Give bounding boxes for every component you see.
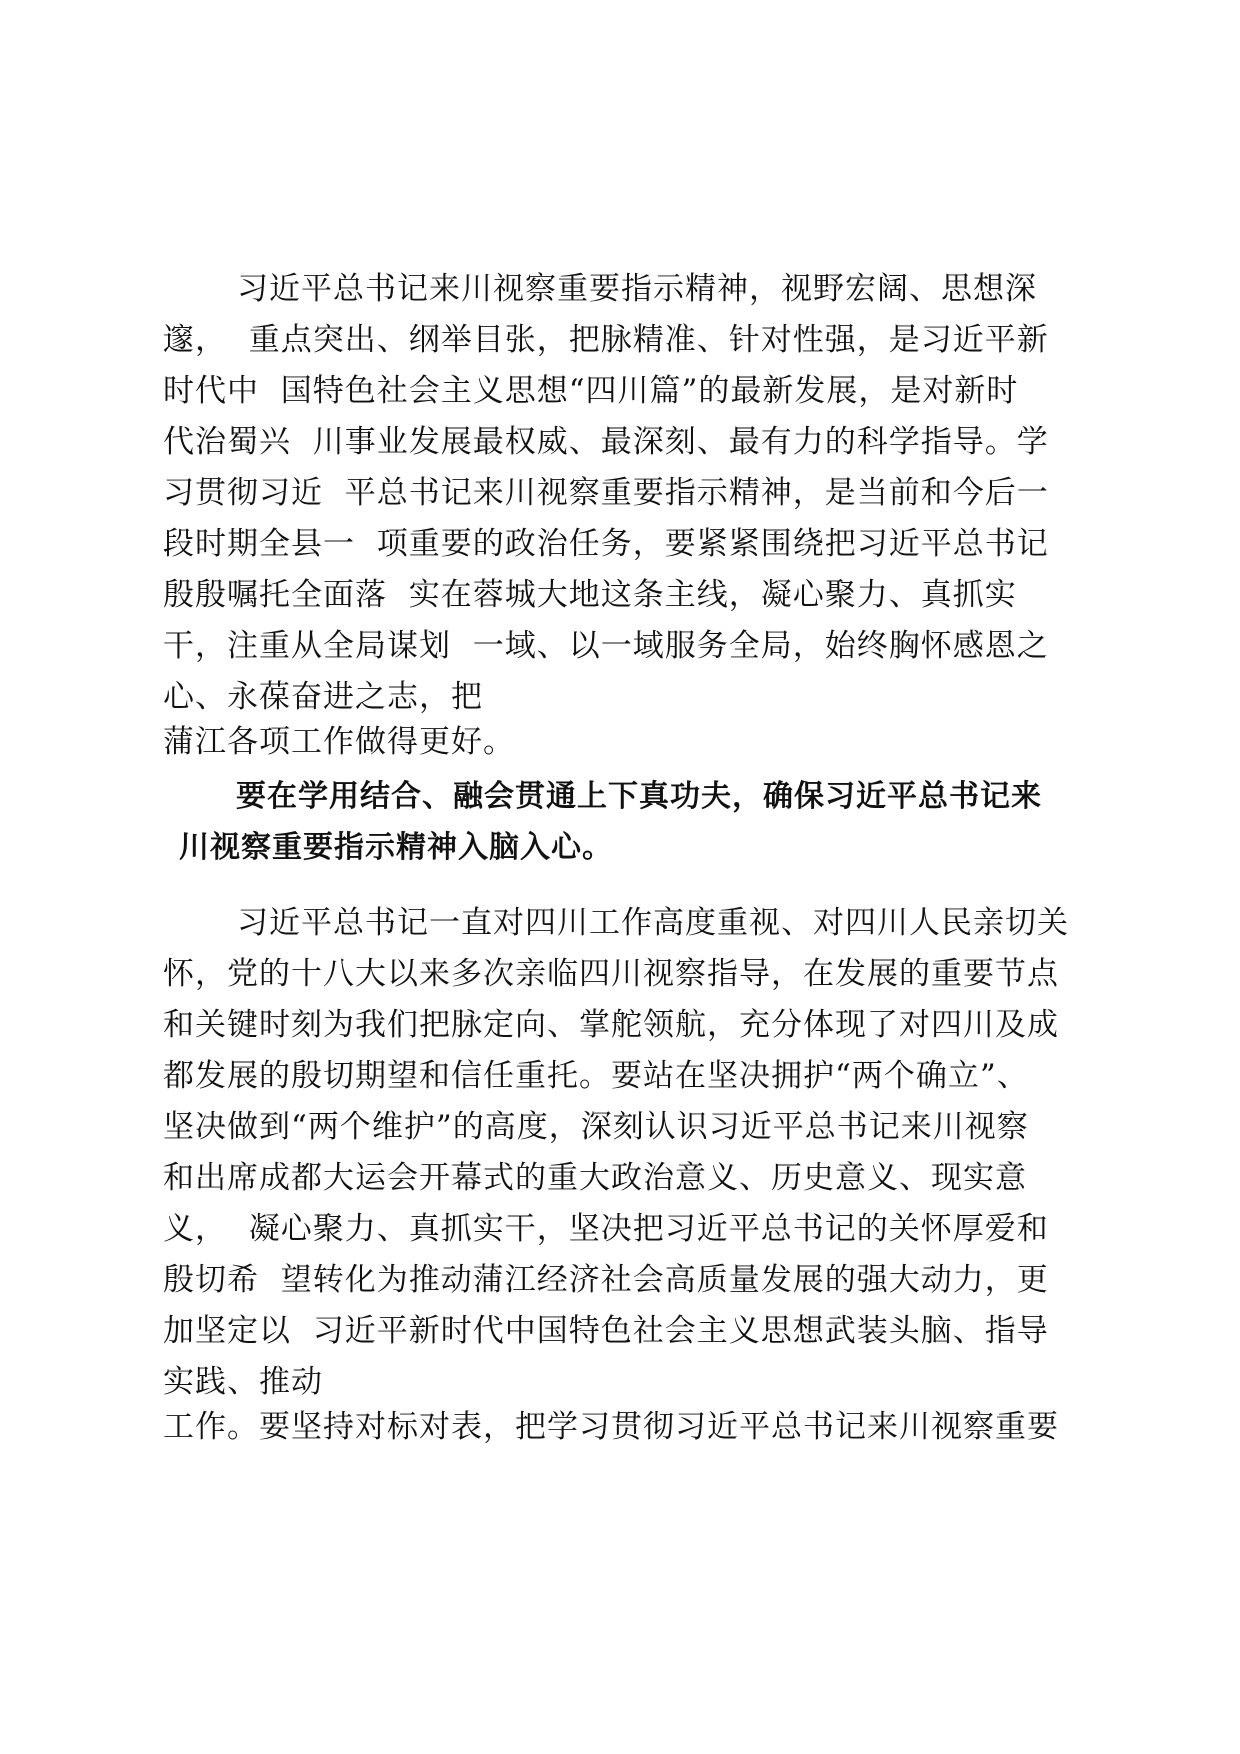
paragraph-2-line: 习近平总书记一直对四川工作高度重视、对四川人民亲切关 xyxy=(237,905,1069,941)
paragraph-1-line: 习近平总书记来川视察重要指示精神，视野宏阔、思想深 xyxy=(237,271,1037,307)
paragraph-1-line: 心、永葆奋进之志，把 xyxy=(163,679,483,715)
paragraph-1-line: 殷殷嘱托全面落 实在蓉城大地这条主线，凝心聚力、真抓实 xyxy=(163,577,1017,613)
paragraph-1-line: 习贯彻习近 平总书记来川视察重要指示精神，是当前和今后一 xyxy=(163,475,1049,511)
section-heading-line: 川视察重要指示精神入脑入心。 xyxy=(179,830,613,865)
paragraph-2-line: 和关键时刻为我们把脉定向、掌舵领航，充分体现了对四川及成 xyxy=(163,1007,1059,1043)
paragraph-2-line: 工作。要坚持对标对表，把学习贯彻习近平总书记来川视察重要 xyxy=(163,1409,1059,1445)
paragraph-2-line: 坚决做到“两个维护”的高度，深刻认识习近平总书记来川视察 xyxy=(163,1109,1029,1145)
paragraph-2-line: 都发展的殷切期望和信任重托。要站在坚决拥护“两个确立”、 xyxy=(163,1058,1029,1094)
paragraph-1-line: 蒲江各项工作做得更好。 xyxy=(163,724,515,760)
paragraph-1-line: 时代中 国特色社会主义思想“四川篇”的最新发展，是对新时 xyxy=(163,373,1019,409)
paragraph-1-line: 段时期全县一 项重要的政治任务，要紧紧围绕把习近平总书记 xyxy=(163,526,1049,562)
paragraph-2-line: 义， 凝心聚力、真抓实干，坚决把习近平总书记的关怀厚爱和 xyxy=(163,1211,1049,1247)
paragraph-2-line: 殷切希 望转化为推动蒲江经济社会高质量发展的强大动力，更 xyxy=(163,1262,1049,1298)
paragraph-1-line: 代治蜀兴 川事业发展最权威、最深刻、最有力的科学指导。学 xyxy=(163,424,1049,460)
section-heading-line: 要在学用结合、融会贯通上下真功夫，确保习近平总书记来 xyxy=(236,779,1042,814)
paragraph-1-line: 干，注重从全局谋划 一域、以一域服务全局，始终胸怀感恩之 xyxy=(163,628,1049,664)
paragraph-1-line: 邃， 重点突出、纲举目张，把脉精准、针对性强，是习近平新 xyxy=(163,322,1049,358)
paragraph-2-line: 加坚定以 习近平新时代中国特色社会主义思想武装头脑、指导 xyxy=(163,1313,1049,1349)
paragraph-2-line: 实践、推动 xyxy=(163,1364,323,1400)
paragraph-2-line: 和出席成都大运会开幕式的重大政治意义、历史意义、现实意 xyxy=(163,1160,1027,1196)
paragraph-2-line: 怀，党的十八大以来多次亲临四川视察指导，在发展的重要节点 xyxy=(163,956,1059,992)
